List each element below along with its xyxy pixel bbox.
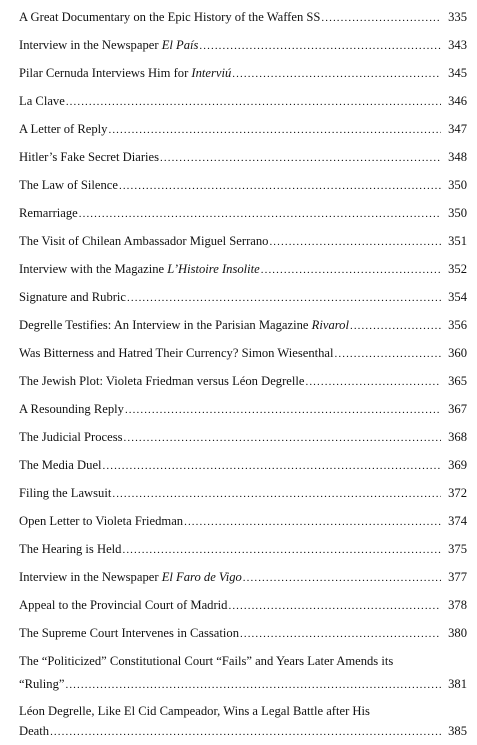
page-number: 378 bbox=[448, 598, 467, 612]
dot-leader bbox=[269, 234, 441, 250]
toc-entry[interactable] bbox=[19, 65, 467, 82]
entry-title: A Letter of Reply bbox=[19, 122, 108, 136]
page-number: 377 bbox=[448, 570, 467, 584]
entry-title: Was Bitterness and Hatred Their Currency? Simon Wiesenthal bbox=[19, 346, 334, 360]
entry-title: The Supreme Court Intervenes in Cassation bbox=[19, 626, 239, 640]
dot-leader bbox=[103, 458, 441, 474]
dot-leader bbox=[79, 206, 441, 222]
page-number: 367 bbox=[448, 402, 467, 416]
entry-title: Filing the Lawsuit bbox=[19, 486, 112, 500]
dot-leader bbox=[119, 178, 441, 194]
dot-leader bbox=[124, 430, 441, 446]
entry-title: Interview in the Newspaper El País bbox=[19, 38, 199, 52]
entry-title: The Law of Silence bbox=[19, 178, 118, 192]
dot-leader bbox=[199, 38, 441, 54]
entry-title-italic: El País bbox=[161, 38, 199, 52]
toc-entry[interactable] bbox=[19, 37, 467, 54]
dot-leader bbox=[261, 262, 441, 278]
page-number: 375 bbox=[448, 542, 467, 556]
page-number: 346 bbox=[448, 94, 467, 108]
page-number: 372 bbox=[448, 486, 467, 500]
entry-title: The Jewish Plot: Violeta Friedman versus Léon Degrelle bbox=[19, 374, 305, 388]
page-number: 368 bbox=[448, 430, 467, 444]
page-number: 381 bbox=[448, 677, 467, 691]
entry-title-italic: L’Histoire Insolite bbox=[167, 262, 260, 276]
toc-entry[interactable] bbox=[19, 289, 467, 306]
toc-entry[interactable] bbox=[19, 121, 467, 138]
toc-entry[interactable] bbox=[19, 625, 467, 642]
entry-title: Remarriage bbox=[19, 206, 78, 220]
toc-entry[interactable] bbox=[19, 149, 467, 166]
entry-title: The Visit of Chilean Ambassador Miguel Serrano bbox=[19, 234, 269, 248]
dot-leader bbox=[50, 724, 441, 740]
toc-entry[interactable] bbox=[19, 317, 467, 334]
entry-title: Appeal to the Provincial Court of Madrid bbox=[19, 598, 228, 612]
toc-entry[interactable] bbox=[19, 703, 467, 740]
page-number: 335 bbox=[448, 10, 467, 24]
page-number: 380 bbox=[448, 626, 467, 640]
entry-title: The Hearing is Held bbox=[19, 542, 122, 556]
toc-entry[interactable] bbox=[19, 569, 467, 586]
toc-entry[interactable] bbox=[19, 429, 467, 446]
entry-title: Death bbox=[19, 724, 50, 738]
toc-entry[interactable] bbox=[19, 373, 467, 390]
entry-title-italic: Rivarol bbox=[311, 318, 349, 332]
entry-title-italic: Interviú bbox=[191, 66, 232, 80]
entry-title: La Clave bbox=[19, 94, 65, 108]
entry-title-line-1: The “Politicized” Constitutional Court “Fails” and Years Later Amends its bbox=[19, 654, 394, 668]
toc-entry[interactable] bbox=[19, 653, 467, 693]
toc-entry[interactable] bbox=[19, 177, 467, 194]
toc-entry[interactable] bbox=[19, 233, 467, 250]
toc-entry[interactable] bbox=[19, 93, 467, 110]
page-number: 352 bbox=[448, 262, 467, 276]
dot-leader bbox=[228, 598, 441, 614]
dot-leader bbox=[232, 66, 441, 82]
dot-leader bbox=[321, 10, 441, 26]
page-number: 345 bbox=[448, 66, 467, 80]
entry-title: Hitler’s Fake Secret Diaries bbox=[19, 150, 160, 164]
entry-title-italic: El Faro de Vigo bbox=[161, 570, 242, 584]
page-number: 365 bbox=[448, 374, 467, 388]
entry-title-line-1: Léon Degrelle, Like El Cid Campeador, Wins a Legal Battle after His bbox=[19, 704, 370, 718]
toc-entry[interactable] bbox=[19, 485, 467, 502]
entry-title: A Resounding Reply bbox=[19, 402, 124, 416]
dot-leader bbox=[184, 514, 441, 530]
entry-title: Pilar Cernuda Interviews Him for Interviú bbox=[19, 66, 232, 80]
dot-leader bbox=[127, 290, 441, 306]
entry-title: A Great Documentary on the Epic History of the Waffen SS bbox=[19, 10, 321, 24]
page-number: 350 bbox=[448, 206, 467, 220]
page-number: 343 bbox=[448, 38, 467, 52]
dot-leader bbox=[335, 346, 441, 362]
dot-leader bbox=[243, 570, 441, 586]
entry-title: The Media Duel bbox=[19, 458, 102, 472]
dot-leader bbox=[125, 402, 441, 418]
dot-leader bbox=[108, 122, 441, 138]
entry-title: Signature and Rubric bbox=[19, 290, 127, 304]
dot-leader bbox=[65, 677, 441, 693]
page-number: 374 bbox=[448, 514, 467, 528]
dot-leader bbox=[160, 150, 441, 166]
page-number: 360 bbox=[448, 346, 467, 360]
toc-entry[interactable] bbox=[19, 261, 467, 278]
dot-leader bbox=[305, 374, 441, 390]
entry-title: The Judicial Process bbox=[19, 430, 123, 444]
toc-entry[interactable] bbox=[19, 9, 467, 26]
toc-entry[interactable] bbox=[19, 597, 467, 614]
page-number: 350 bbox=[448, 178, 467, 192]
page-number: 369 bbox=[448, 458, 467, 472]
page-number: 356 bbox=[448, 318, 467, 332]
page-number: 351 bbox=[448, 234, 467, 248]
dot-leader bbox=[66, 94, 441, 110]
dot-leader bbox=[350, 318, 441, 334]
toc-entry[interactable] bbox=[19, 345, 467, 362]
page-number: 385 bbox=[448, 724, 467, 738]
toc-entry[interactable] bbox=[19, 205, 467, 222]
entry-title: “Ruling” bbox=[19, 677, 65, 691]
dot-leader bbox=[122, 542, 441, 558]
toc-entry[interactable] bbox=[19, 513, 467, 530]
dot-leader bbox=[240, 626, 441, 642]
dot-leader bbox=[112, 486, 441, 502]
page-number: 347 bbox=[448, 122, 467, 136]
page-number: 348 bbox=[448, 150, 467, 164]
entry-title: Open Letter to Violeta Friedman bbox=[19, 514, 184, 528]
entry-title: Interview with the Magazine L’Histoire Insolite bbox=[19, 262, 260, 276]
toc-entry[interactable] bbox=[19, 541, 467, 558]
entry-title: Interview in the Newspaper El Faro de Vigo bbox=[19, 570, 242, 584]
entry-title: Degrelle Testifies: An Interview in the Parisian Magazine Rivarol bbox=[19, 318, 349, 332]
toc-entry[interactable] bbox=[19, 401, 467, 418]
toc-entry[interactable] bbox=[19, 457, 467, 474]
page-number: 354 bbox=[448, 290, 467, 304]
